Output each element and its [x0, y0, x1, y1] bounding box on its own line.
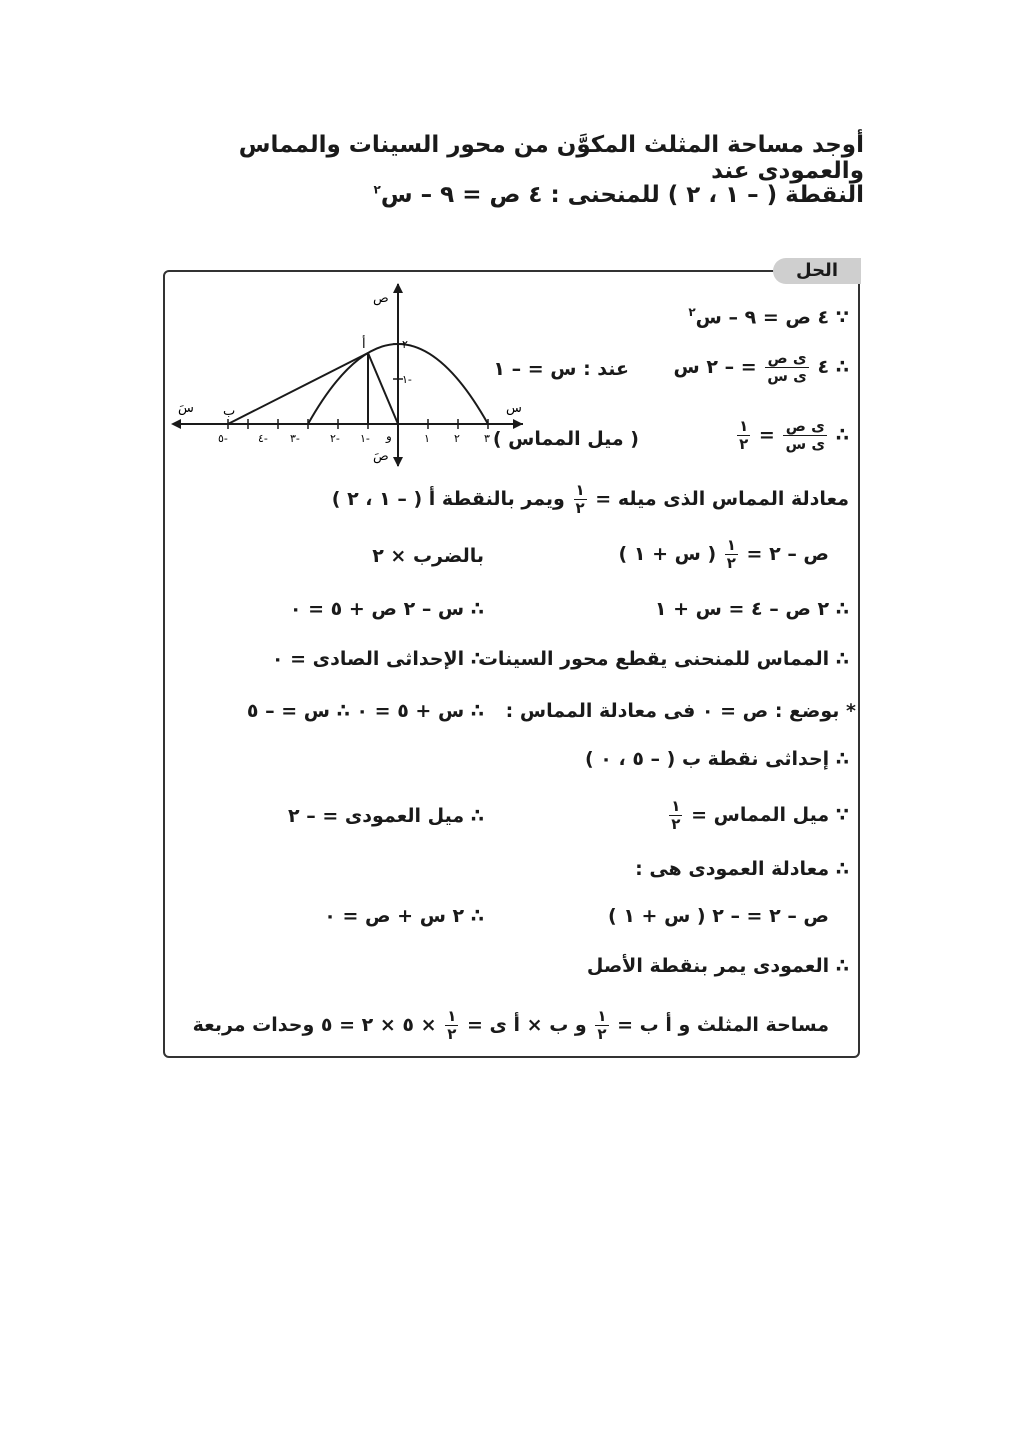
fraction-numerator: ١	[739, 417, 749, 435]
origin-label: و	[386, 429, 392, 443]
half-fraction-1	[595, 1008, 608, 1043]
solution-label: الحل	[773, 258, 861, 284]
x-tick-neg3: ٣-	[290, 432, 300, 445]
line-2-condition: عند : س = – ١	[493, 358, 629, 380]
y-tick-2: ٢-	[402, 338, 412, 351]
x-axis-arrow-left	[171, 419, 181, 429]
fraction-denominator: ٢	[671, 815, 681, 833]
slope-fraction-2	[574, 482, 587, 517]
line-14-mid: و ب × أ ى =	[466, 1014, 587, 1036]
line-5	[619, 537, 829, 572]
line-14-lead: مساحة المثلث و أ ب =	[617, 1014, 829, 1036]
tangent-line	[228, 353, 368, 424]
point-b-label: ب	[223, 404, 236, 419]
line-7-a: ∴ المماس للمنحنى يقطع محور السينات	[478, 648, 849, 670]
slope-fraction	[737, 418, 750, 453]
line-5-rhs: ( س + ١ )	[618, 543, 717, 565]
line-4-text: معادلة المماس الذى ميله =	[595, 488, 849, 510]
line-3-equals: =	[758, 424, 775, 446]
line-2-lead: ∴ ٤	[817, 356, 849, 378]
fraction-denominator: ى س	[785, 435, 826, 453]
line-10-a	[667, 798, 849, 833]
line-8-a: * بوضع : ص = ٠ فى معادلة المماس :	[505, 700, 856, 722]
line-2	[674, 350, 849, 385]
line-1-text: ∵ ٤ ص = ٩ – س	[695, 306, 849, 329]
fraction-denominator: ٢	[575, 499, 585, 517]
curve-graph	[168, 280, 528, 470]
line-1-exponent: ٢	[688, 305, 696, 319]
normal-line	[368, 353, 398, 424]
y-axis-arrow-up	[393, 283, 403, 293]
fraction-numerator: ى ص	[783, 418, 827, 436]
line-4	[332, 482, 849, 517]
line-3-lead: ∴	[835, 424, 849, 446]
line-6-a: ∴ ٢ ص – ٤ = س + ١	[654, 598, 849, 620]
line-9: ∴ إحداثى نقطة ب ( – ٥ ، ٠ )	[584, 748, 849, 770]
derivative-fraction-2	[783, 418, 827, 453]
line-1	[688, 305, 849, 328]
x-axis-neg-label: سَ	[178, 401, 194, 416]
line-8-b: ∴ س + ٥ = ٠ ∴ س = – ٥	[246, 700, 484, 722]
x-tick-neg1: ١-	[360, 432, 370, 445]
line-14	[193, 1008, 829, 1043]
x-tick-3: ٣	[484, 432, 490, 445]
x-tick-neg2: ٢-	[330, 432, 340, 445]
fraction-numerator: ١	[447, 1007, 457, 1025]
line-2-rhs: = – ٢ س	[673, 356, 757, 378]
fraction-denominator: ٢	[739, 435, 749, 453]
line-5-note: بالضرب × ٢	[372, 545, 484, 567]
line-4-point: ويمر بالنقطة أ ( – ١ ، ٢ )	[331, 488, 565, 510]
x-tick-2: ٢	[454, 432, 460, 445]
question-exponent: ٢	[373, 182, 381, 197]
line-12-b: ∴ ٢ س + ص = ٠	[324, 905, 484, 927]
line-12-a: ص – ٢ = – ٢ ( س + ١ )	[608, 905, 829, 927]
line-3-note: ( ميل المماس )	[492, 428, 639, 450]
fraction-numerator: ١	[726, 536, 736, 554]
fraction-numerator: ١	[597, 1007, 607, 1025]
question-line-2	[160, 182, 864, 208]
line-11: ∴ معادلة العمودى هى :	[635, 858, 849, 880]
line-14-result: × ٥ × ٢ = ٥ وحدات مربعة	[192, 1014, 437, 1036]
slope-fraction-4	[669, 798, 682, 833]
line-5-lhs: ص – ٢ =	[746, 543, 829, 565]
x-axis-label: س	[506, 401, 522, 416]
fraction-numerator: ١	[575, 481, 585, 499]
question-line-1: أوجد مساحة المثلث المكوَّن من محور السينات والمماس والعمودى عند	[238, 132, 864, 184]
line-10-b: ∴ ميل العمودى = – ٢	[288, 805, 484, 827]
line-3	[735, 418, 849, 453]
x-tick-1: ١	[424, 432, 430, 445]
question-line-2-text: النقطة ( – ١ ، ٢ ) للمنحنى : ٤ ص = ٩ – س	[380, 182, 864, 208]
half-fraction-2	[445, 1008, 458, 1043]
fraction-denominator: ى س	[767, 367, 807, 385]
derivative-fraction	[765, 350, 809, 385]
point-a-label: أ	[362, 337, 366, 352]
line-6-b: ∴ س – ٢ ص + ٥ = ٠	[289, 598, 484, 620]
line-10-text: ∵ ميل المماس =	[691, 804, 849, 826]
line-7-b: ∴ الإحداثى الصادى = ٠	[271, 648, 484, 670]
fraction-numerator: ى ص	[765, 350, 809, 368]
line-13: ∴ العمودى يمر بنقطة الأصل	[586, 955, 849, 977]
y-axis-label: ص	[373, 291, 389, 306]
fraction-denominator: ٢	[726, 554, 736, 572]
y-axis-neg-label: صَ	[373, 449, 389, 464]
fraction-denominator: ٢	[447, 1025, 457, 1043]
x-tick-neg4: ٤-	[258, 432, 268, 445]
y-axis-arrow-down	[393, 457, 403, 467]
slope-fraction-3	[725, 537, 738, 572]
x-tick-neg5: ٥-	[218, 432, 228, 445]
fraction-denominator: ٢	[597, 1025, 607, 1043]
y-tick-1: ١-	[402, 373, 412, 386]
fraction-numerator: ١	[671, 797, 681, 815]
